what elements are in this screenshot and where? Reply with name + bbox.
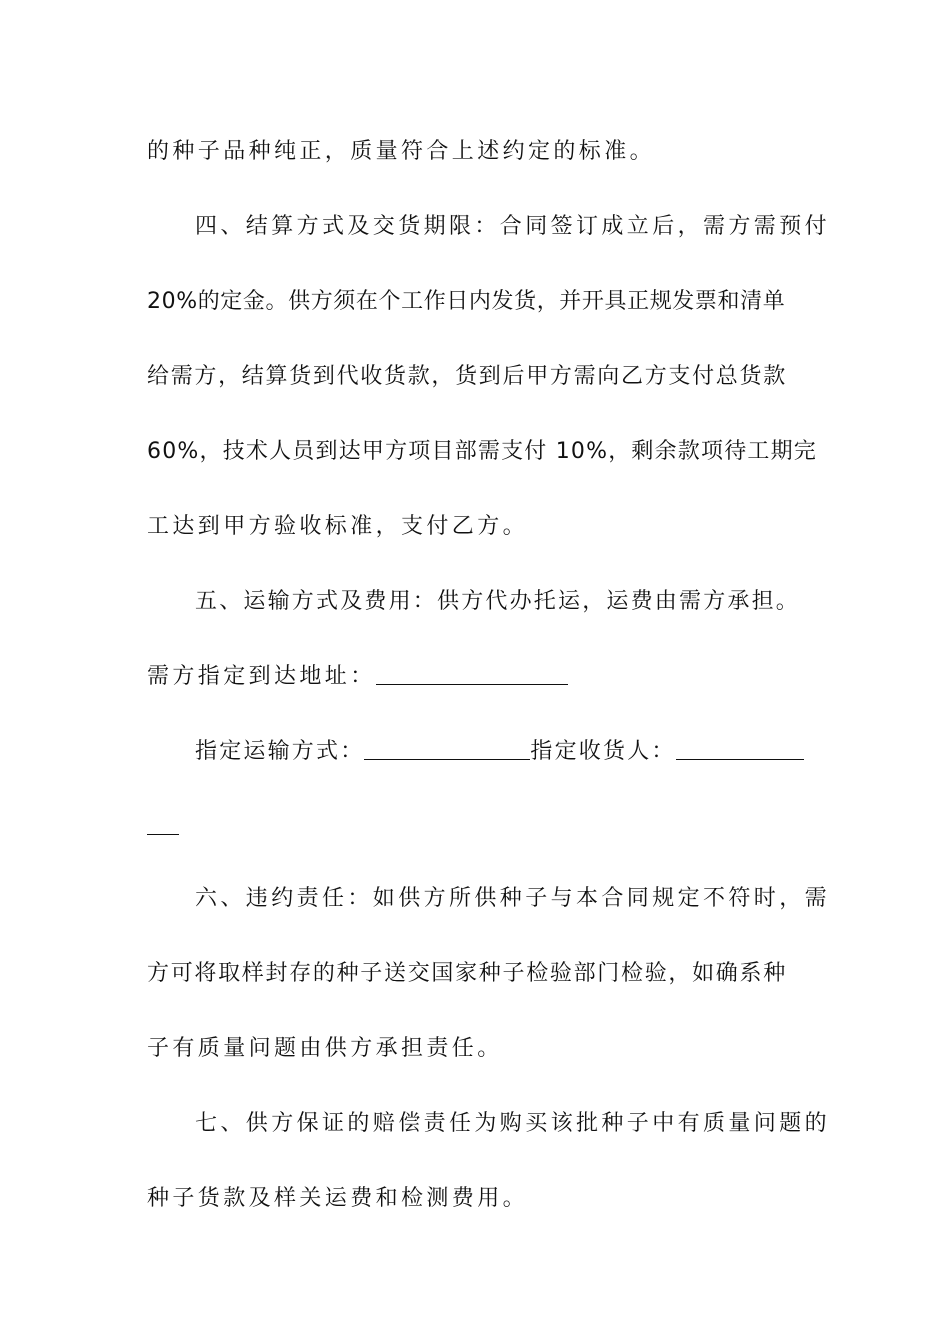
section-4-heading-line: 四、结算方式及交货期限：合同签订成立后，需方需预付: [195, 214, 831, 239]
shipping-method-label: 指定运输方式：: [195, 739, 365, 764]
consignee-blank-continuation: [147, 812, 807, 842]
address-blank[interactable]: [376, 662, 568, 685]
paragraph-line: 的种子品种纯正，质量符合上述约定的标准。: [147, 139, 656, 164]
address-label: 需方指定到达地址：: [147, 664, 376, 689]
shipping-fields-line: [195, 737, 807, 767]
paragraph-line: 给需方，结算货到代收货款，货到后甲方需向乙方支付总货款: [147, 364, 787, 389]
section-5-heading-line: 五、运输方式及费用：供方代办托运，运费由需方承担。: [195, 589, 801, 614]
section-7-heading-line: 七、供方保证的赔偿责任为购买该批种子中有质量问题的: [195, 1111, 831, 1136]
paragraph-line: 20%的定金。供方须在个工作日内发货，并开具正规发票和清单: [147, 289, 786, 314]
paragraph-line: 工达到甲方验收标准，支付乙方。: [147, 514, 529, 539]
paragraph-line: 方可将取样封存的种子送交国家种子检验部门检验，如确系种: [147, 961, 787, 986]
paragraph-line: 子有质量问题由供方承担责任。: [147, 1036, 503, 1061]
shipping-method-blank[interactable]: [364, 737, 530, 760]
consignee-blank[interactable]: [676, 737, 804, 760]
paragraph-line: 种子货款及样关运费和检测费用。: [147, 1186, 529, 1211]
section-6-heading-line: 六、违约责任：如供方所供种子与本合同规定不符时，需: [195, 886, 831, 911]
consignee-blank-tail[interactable]: [147, 812, 179, 835]
paragraph-line: 60%，技术人员到达甲方项目部需支付 10%，剩余款项待工期完: [147, 439, 817, 464]
address-field-line: [147, 662, 807, 692]
consignee-label: 指定收货人：: [530, 739, 676, 764]
